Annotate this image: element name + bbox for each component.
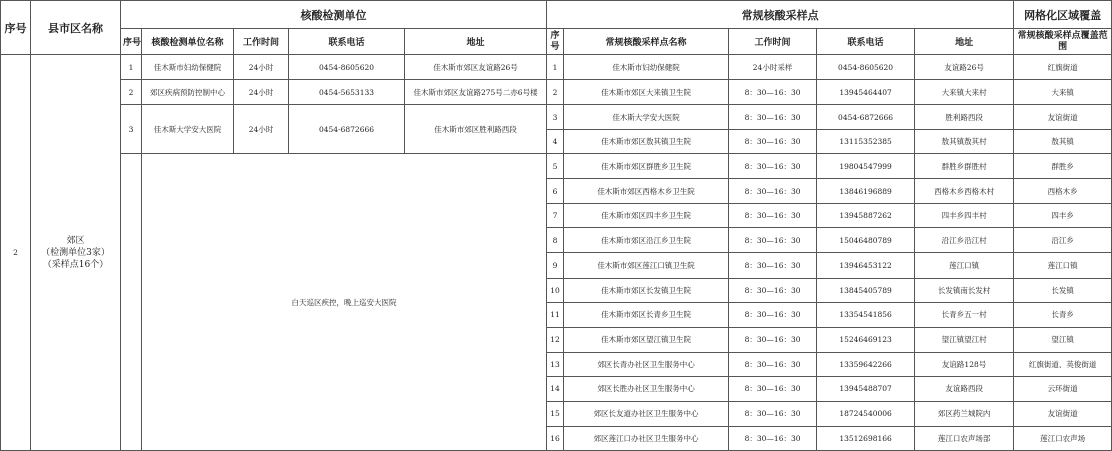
site-address: 莲江口镇 [915,253,1014,278]
table-row [1,154,1112,179]
site-hours: 8：30—16：30 [729,204,817,228]
site-phone: 13115352385 [817,130,915,154]
site-coverage: 莲江口农声场 [1014,426,1112,450]
site-hours: 8：30—16：30 [729,426,817,450]
site-seq: 10 [547,278,564,302]
lab-name: 郊区疾病预防控制中心 [142,80,234,105]
lab-hours: 24小时 [234,55,289,80]
header-row-1 [1,1,1112,29]
site-address: 望江镇望江村 [915,327,1014,352]
site-name: 郊区长友道办社区卫生服务中心 [564,401,729,426]
site-hours: 8：30—16：30 [729,253,817,278]
site-seq: 6 [547,179,564,204]
lab-seq: 1 [121,55,142,80]
header-seq: 序号 [1,1,31,55]
site-seq: 7 [547,204,564,228]
site-seq: 2 [547,80,564,105]
header-lab-phone: 联系电话 [289,29,405,55]
site-coverage: 沿江乡 [1014,228,1112,253]
site-coverage: 大来镇 [1014,80,1112,105]
site-phone: 0454-8605620 [817,55,915,80]
header-site-hours: 工作时间 [729,29,817,55]
site-phone: 0454-6872666 [817,105,915,130]
site-address: 长青乡五一村 [915,302,1014,327]
site-coverage: 望江镇 [1014,327,1112,352]
site-phone: 13945488707 [817,376,915,401]
site-seq: 9 [547,253,564,278]
site-name: 佳木斯市郊区长发镇卫生院 [564,278,729,302]
site-hours: 8：30—16：30 [729,105,817,130]
site-address: 西格木乡西格木村 [915,179,1014,204]
site-name: 佳木斯市妇幼保健院 [564,55,729,80]
lab-phone: 0454-8605620 [289,55,405,80]
site-seq: 12 [547,327,564,352]
site-name: 郊区长青办社区卫生服务中心 [564,352,729,376]
site-hours: 8：30—16：30 [729,352,817,376]
site-name: 佳木斯市郊区敖其镇卫生院 [564,130,729,154]
site-address: 友谊路西段 [915,376,1014,401]
site-seq: 8 [547,228,564,253]
site-name: 佳木斯大学安大医院 [564,105,729,130]
header-site-seq: 序号 [547,29,564,55]
site-coverage: 红旗街道 [1014,55,1112,80]
site-coverage: 友谊街道 [1014,105,1112,130]
site-address: 郊区药兰城院内 [915,401,1014,426]
site-address: 大来镇大来村 [915,80,1014,105]
site-coverage: 西格木乡 [1014,179,1112,204]
lab-address: 佳木斯市郊区友谊路26号 [405,55,547,80]
site-seq: 14 [547,376,564,401]
site-coverage: 莲江口镇 [1014,253,1112,278]
table-row [1,105,1112,130]
site-hours: 24小时采样 [729,55,817,80]
site-coverage: 四丰乡 [1014,204,1112,228]
site-name: 佳木斯市郊区大来镇卫生院 [564,80,729,105]
site-seq: 4 [547,130,564,154]
site-address: 沿江乡沿江村 [915,228,1014,253]
lab-hours: 24小时 [234,80,289,105]
header-lab-address: 地址 [405,29,547,55]
site-seq: 16 [547,426,564,450]
header-lab-group: 核酸检测单位 [121,1,547,29]
header-county: 县市区名称 [31,1,121,55]
site-name: 佳木斯市郊区长青乡卫生院 [564,302,729,327]
site-phone: 18724540006 [817,401,915,426]
site-hours: 8：30—16：30 [729,154,817,179]
header-lab-hours: 工作时间 [234,29,289,55]
header-row-2 [1,29,1112,55]
site-phone: 13512698166 [817,426,915,450]
site-seq: 11 [547,302,564,327]
lab-name: 佳木斯市妇幼保健院 [142,55,234,80]
site-seq: 3 [547,105,564,130]
site-coverage: 长发镇 [1014,278,1112,302]
lab-address: 佳木斯市郊区友谊路275号二亦6号楼 [405,80,547,105]
lab-name: 佳木斯大学安大医院 [142,105,234,154]
site-hours: 8：30—16：30 [729,228,817,253]
site-hours: 8：30—16：30 [729,401,817,426]
site-phone: 15046480789 [817,228,915,253]
site-phone: 13845405789 [817,278,915,302]
site-address: 友谊路128号 [915,352,1014,376]
row-seq: 2 [1,55,31,451]
site-phone: 13945464407 [817,80,915,105]
site-seq: 1 [547,55,564,80]
county-labs-count: （检测单位3家） [41,247,110,258]
lab-phone: 0454-5653133 [289,80,405,105]
table-row [1,55,1112,80]
site-hours: 8：30—16：30 [729,278,817,302]
site-hours: 8：30—16：30 [729,376,817,401]
site-seq: 5 [547,154,564,179]
lab-address: 佳木斯市郊区胜利路西段 [405,105,547,154]
county-sites-count: （采样点16个） [42,259,109,270]
county-cell [31,55,121,451]
site-phone: 13354541856 [817,302,915,327]
site-coverage: 红旗街道、英俊街道 [1014,352,1112,376]
site-name: 郊区长胜办社区卫生服务中心 [564,376,729,401]
site-phone: 13359642266 [817,352,915,376]
site-address: 莲江口农声场部 [915,426,1014,450]
header-site-name: 常规核酸采样点名称 [564,29,729,55]
site-phone: 13846196889 [817,179,915,204]
header-site-coverage: 常规核酸采样点覆盖范围 [1014,29,1112,55]
site-hours: 8：30—16：30 [729,179,817,204]
site-phone: 13946453122 [817,253,915,278]
header-lab-name: 核酸检测单位名称 [142,29,234,55]
site-coverage: 友谊街道 [1014,401,1112,426]
county-name: 郊区 [66,235,85,246]
site-coverage: 长青乡 [1014,302,1112,327]
site-coverage: 敖其镇 [1014,130,1112,154]
site-address: 胜利路西段 [915,105,1014,130]
site-seq: 13 [547,352,564,376]
site-phone: 13945887262 [817,204,915,228]
site-name: 佳木斯市郊区四丰乡卫生院 [564,204,729,228]
header-grid-group: 网格化区域覆盖 [1014,1,1112,29]
header-sampling-group: 常规核酸采样点 [547,1,1014,29]
site-address: 长发镇南长发村 [915,278,1014,302]
header-site-address: 地址 [915,29,1014,55]
site-name: 佳木斯市郊区西格木乡卫生院 [564,179,729,204]
site-address: 群胜乡群胜村 [915,154,1014,179]
site-hours: 8：30—16：30 [729,130,817,154]
site-name: 佳木斯市郊区莲江口镇卫生院 [564,253,729,278]
site-hours: 8：30—16：30 [729,327,817,352]
table-row [1,80,1112,105]
site-address: 友谊路26号 [915,55,1014,80]
header-site-phone: 联系电话 [817,29,915,55]
site-name: 佳木斯市郊区群胜乡卫生院 [564,154,729,179]
site-phone: 19804547999 [817,154,915,179]
site-phone: 15246469123 [817,327,915,352]
header-lab-seq: 序号 [121,29,142,55]
site-name: 佳木斯市郊区望江镇卫生院 [564,327,729,352]
lab-note-margin [121,154,142,451]
site-hours: 8：30—16：30 [729,302,817,327]
site-name: 佳木斯市郊区沿江乡卫生院 [564,228,729,253]
lab-seq: 2 [121,80,142,105]
lab-seq: 3 [121,105,142,154]
site-hours: 8：30—16：30 [729,80,817,105]
lab-hours: 24小时 [234,105,289,154]
site-coverage: 云环街道 [1014,376,1112,401]
lab-phone: 0454-6872666 [289,105,405,154]
site-address: 敖其镇敖其村 [915,130,1014,154]
site-name: 郊区莲江口办社区卫生服务中心 [564,426,729,450]
lab-note: 白天巡区疾控，晚上巡安大医院 [142,154,547,451]
site-coverage: 群胜乡 [1014,154,1112,179]
site-address: 四丰乡四丰村 [915,204,1014,228]
site-seq: 15 [547,401,564,426]
